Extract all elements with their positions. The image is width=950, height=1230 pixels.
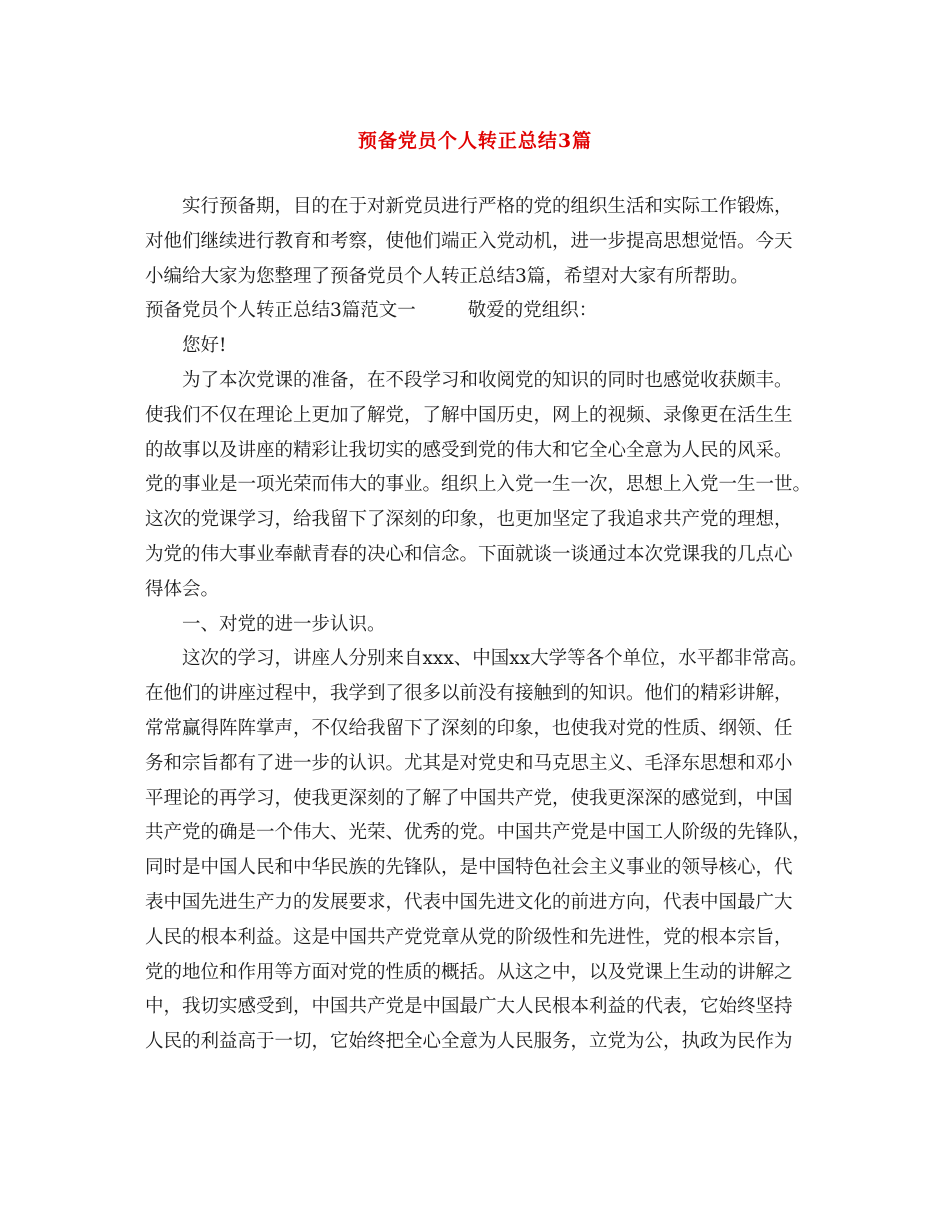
paragraph-1-line: 这次的党课学习，给我留下了深刻的印象，也更加坚定了我追求共产党的理想，: [145, 509, 793, 531]
sample-heading-line: [145, 294, 807, 329]
paragraph-2-line: 这次的学习，讲座人分别来自xxx、中国xx大学等各个单位，水平都非常高。: [182, 648, 808, 670]
intro-line-2: 对他们继续进行教育和考察，使他们端正入党动机，进一步提高思想觉悟。今天: [145, 230, 793, 252]
section-1-heading: 一、对党的进一步认识。: [182, 613, 386, 635]
paragraph-2-line: 务和宗旨都有了进一步的认识。尤其是对党史和马克思主义、毛泽东思想和邓小: [145, 752, 793, 774]
paragraph-2-line: 平理论的再学习，使我更深刻的了解了中国共产党，使我更深深的感觉到，中国: [145, 787, 793, 809]
intro-line-1: 实行预备期，目的在于对新党员进行严格的党的组织生活和实际工作锻炼，: [182, 196, 793, 217]
paragraph-1-line: 为了本次党课的准备，在不段学习和收阅党的知识的同时也感觉收获颇丰。: [182, 369, 793, 391]
salutation: 敬爱的党组织：: [467, 300, 598, 322]
paragraph-2-line: 党的地位和作用等方面对党的性质的概括。从这之中，以及党课上生动的讲解之: [145, 961, 793, 983]
intro-line-3: 小编给大家为您整理了预备党员个人转正总结3篇，希望对大家有所帮助。: [145, 265, 749, 287]
sample-heading: 预备党员个人转正总结3篇范文一: [145, 300, 416, 322]
document-body: [145, 190, 812, 1060]
paragraph-2-line: 人民的根本利益。这是中国共产党党章从党的阶级性和先进性，党的根本宗旨，: [145, 926, 793, 948]
document-title: 预备党员个人转正总结3篇: [357, 130, 593, 152]
paragraph-2-line: 同时是中国人民和中华民族的先锋队，是中国特色社会主义事业的领导核心，代: [145, 857, 793, 879]
paragraph-1-line: 得体会。: [145, 578, 220, 600]
greeting: 您好!: [182, 335, 227, 357]
paragraph-2-line: 表中国先进生产力的发展要求，代表中国先进文化的前进方向，代表中国最广大: [145, 891, 793, 913]
paragraph-2-line: 常常赢得阵阵掌声，不仅给我留下了深刻的印象，也使我对党的性质、纲领、任: [145, 717, 793, 739]
paragraph-2-line: 在他们的讲座过程中，我学到了很多以前没有接触到的知识。他们的精彩讲解，: [145, 683, 793, 705]
paragraph-1-line: 使我们不仅在理论上更加了解党，了解中国历史，网上的视频、录像更在活生生: [145, 404, 793, 426]
paragraph-2-line: 中，我切实感受到，中国共产党是中国最广大人民根本利益的代表，它始终坚持: [145, 996, 793, 1018]
paragraph-1-line: 党的事业是一项光荣而伟大的事业。组织上入党一生一次，思想上入党一生一世。: [145, 474, 812, 496]
paragraph-1-line: 为党的伟大事业奉献青春的决心和信念。下面就谈一谈通过本次党课我的几点心: [145, 543, 793, 565]
paragraph-2-line: 人民的利益高于一切，它始终把全心全意为人民服务，立党为公，执政为民作为: [145, 1031, 793, 1053]
paragraph-1-line: 的故事以及讲座的精彩让我切实的感受到党的伟大和它全心全意为人民的风采。: [145, 439, 793, 461]
paragraph-2-line: 共产党的确是一个伟大、光荣、优秀的党。中国共产党是中国工人阶级的先锋队，: [145, 822, 812, 844]
